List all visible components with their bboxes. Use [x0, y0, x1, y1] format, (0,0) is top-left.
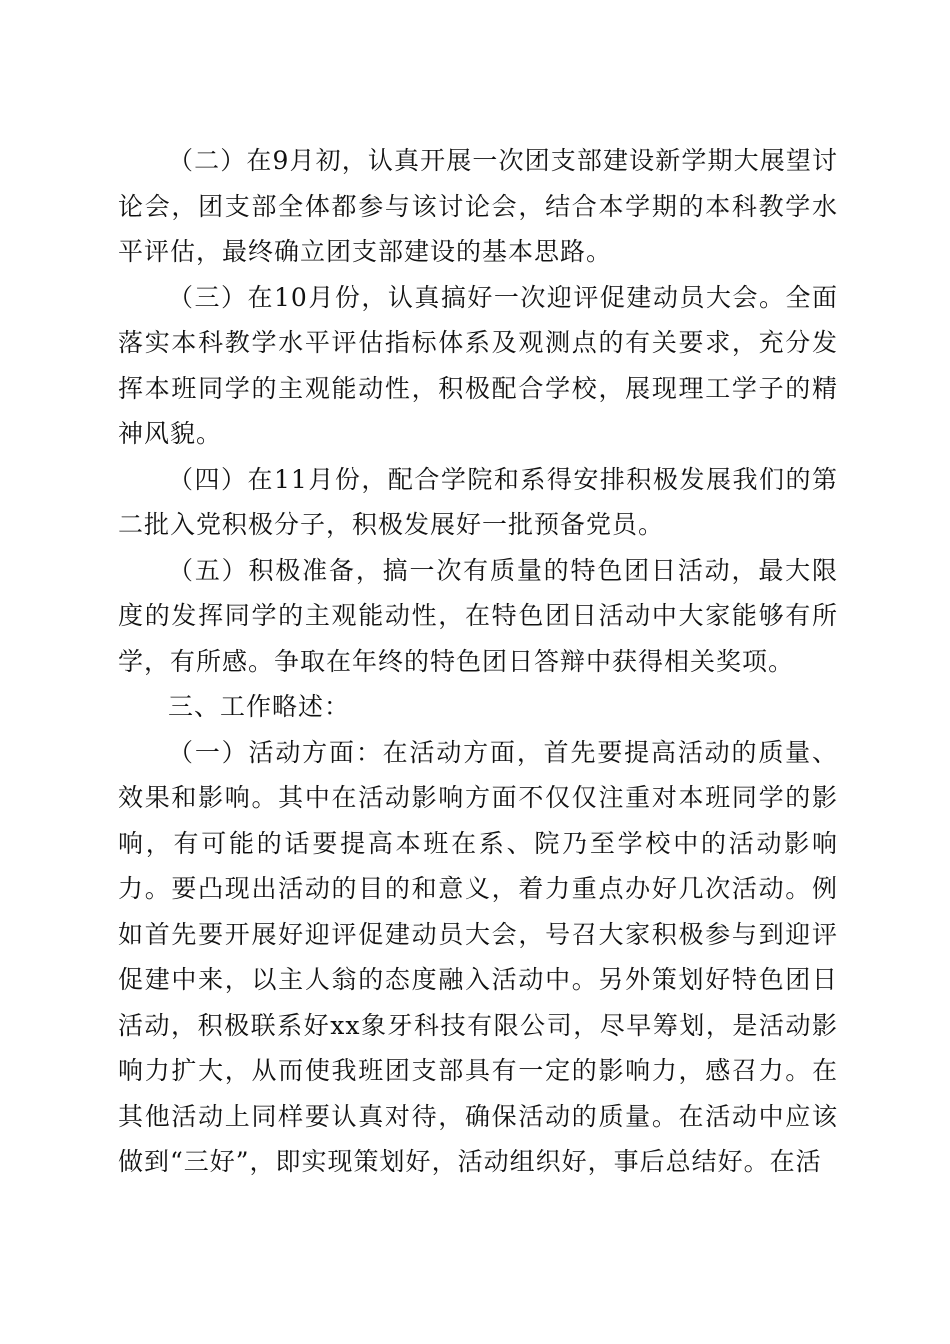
- document-body: [118, 138, 838, 1185]
- section-paragraph-1: （一）活动方面：在活动方面，首先要提高活动的质量、效果和影响。其中在活动影响方面不仅仅注重对本班同学的影响，有可能的话要提高本班在系、院乃至学校中的活动影响力。要凸现出活动的目的和意义，着力重点办好几次活动。例如首先要开展好迎评促建动员大会，号召大家积极参与到迎评促建中来，以主人翁的态度融入活动中。另外策划好特色团日活动，积极联系好xx象牙科技有限公司，尽早筹划，是活动影响力扩大，从而使我班团支部具有一定的影响力，感召力。在其他活动上同样要认真对待，确保活动的质量。在活动中应该做到“三好”，即实现策划好，活动组织好，事后总结好。在活: [118, 737, 838, 1176]
- section-heading: 三、工作略述：: [168, 692, 351, 721]
- paragraph-3: （三）在10月份，认真搞好一次迎评促建动员大会。全面落实本科教学水平评估指标体系及观测点的有关要求，充分发挥本班同学的主观能动性，积极配合学校，展现理工学子的精神风貌。: [118, 282, 838, 448]
- paragraph-2: （二）在9月初，认真开展一次团支部建设新学期大展望讨论会，团支部全体都参与该讨论会，结合本学期的本科教学水平评估，最终确立团支部建设的基本思路。: [118, 146, 838, 266]
- paragraph-5: （五）积极准备，搞一次有质量的特色团日活动，最大限度的发挥同学的主观能动性，在特色团日活动中大家能够有所学，有所感。争取在年终的特色团日答辩中获得相关奖项。: [118, 555, 838, 676]
- paragraph-4: （四）在11月份，配合学院和系得安排积极发展我们的第二批入党积极分子，积极发展好一批预备党员。: [118, 464, 838, 539]
